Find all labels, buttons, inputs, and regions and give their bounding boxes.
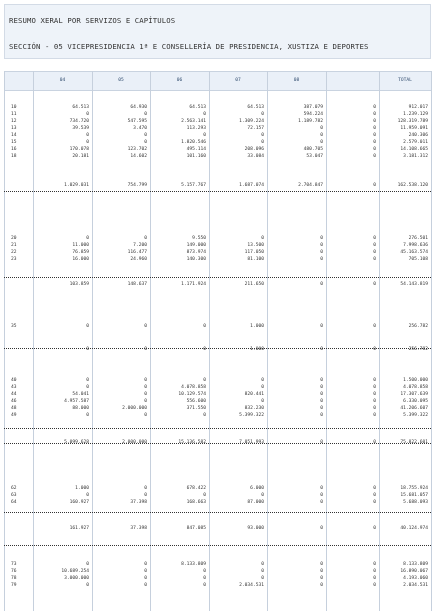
- cell-value: 256.782: [408, 324, 428, 329]
- table-row: [4, 118, 431, 125]
- cell-value: 81.100: [247, 257, 264, 262]
- cell-value: 0: [144, 140, 147, 145]
- subtotal-row: [4, 346, 431, 353]
- table-row: [4, 499, 431, 506]
- cell-value: 2.579.011: [403, 140, 428, 145]
- cell-value: 0: [203, 493, 206, 498]
- cell-value: 0: [144, 112, 147, 117]
- column-header-07: 07: [235, 78, 241, 83]
- cell-value: 5.688.093: [403, 500, 428, 505]
- cell-value: 0: [320, 236, 323, 241]
- row-code: 16: [11, 147, 17, 152]
- cell-value: 8.133.809: [403, 562, 428, 567]
- cell-value: 0: [320, 493, 323, 498]
- cell-value: 4.078.858: [403, 385, 428, 390]
- cell-value: 37.398: [130, 500, 147, 505]
- cell-value: 11.959.091: [400, 126, 428, 131]
- row-code: 63: [11, 493, 17, 498]
- cell-value: 9.550: [192, 236, 206, 241]
- cell-value: 0: [373, 147, 376, 152]
- cell-value: 0: [86, 562, 89, 567]
- column-divider: [431, 71, 432, 611]
- cell-value: 0: [373, 440, 376, 445]
- column-header-06: 06: [176, 78, 183, 83]
- table-row: [4, 405, 431, 412]
- cell-value: 1.000: [250, 324, 264, 329]
- cell-value: 0: [86, 583, 89, 588]
- cell-value: 1.171.924: [181, 282, 206, 287]
- cell-value: 72.157: [247, 126, 264, 131]
- cell-value: 495.114: [186, 147, 206, 152]
- cell-value: 4.193.060: [403, 576, 428, 581]
- cell-value: 160.927: [69, 500, 89, 505]
- cell-value: 162.538.120: [397, 183, 428, 188]
- cell-value: 678.422: [186, 486, 206, 491]
- cell-value: 0: [86, 493, 89, 498]
- table-row: [4, 235, 431, 242]
- cell-value: 2.000.000: [122, 440, 147, 445]
- cell-value: 0: [320, 486, 323, 491]
- table-row: [4, 146, 431, 153]
- cell-value: 0: [373, 399, 376, 404]
- cell-value: 17.307.639: [400, 392, 428, 397]
- table-row: [4, 582, 431, 589]
- cell-value: 4.957.587: [64, 399, 89, 404]
- cell-value: 149.000: [186, 243, 206, 248]
- row-code: 46: [11, 399, 17, 404]
- cell-value: 0: [203, 378, 206, 383]
- cell-value: 0: [144, 324, 147, 329]
- cell-value: 0: [320, 126, 323, 131]
- cell-value: 0: [320, 413, 323, 418]
- cell-value: 0: [320, 243, 323, 248]
- cell-value: 0: [373, 493, 376, 498]
- cell-value: 480.705: [303, 147, 323, 152]
- table-row: [4, 377, 431, 384]
- table-row: [4, 384, 431, 391]
- cell-value: 0: [320, 406, 323, 411]
- cell-value: 873.974: [186, 250, 206, 255]
- cell-value: 0: [86, 112, 89, 117]
- row-code: 22: [11, 250, 17, 255]
- row-code: 48: [11, 406, 17, 411]
- table-row: [4, 485, 431, 492]
- cell-value: 0: [144, 236, 147, 241]
- row-code: 76: [11, 569, 17, 574]
- cell-value: 0: [320, 385, 323, 390]
- cell-value: 8.133.809: [181, 562, 206, 567]
- cell-value: 208.096: [244, 147, 264, 152]
- cell-value: 371.550: [186, 406, 206, 411]
- cell-value: 0: [261, 576, 264, 581]
- cell-value: 0: [86, 413, 89, 418]
- cell-value: 0: [373, 119, 376, 124]
- cell-value: 0: [203, 133, 206, 138]
- subtotal-row: [4, 182, 431, 189]
- cell-value: 3.470: [133, 126, 147, 131]
- row-code: 18: [11, 154, 17, 159]
- cell-value: 0: [320, 440, 323, 445]
- cell-value: 6.000: [250, 486, 264, 491]
- cell-value: 0: [320, 347, 323, 352]
- cell-value: 0: [203, 576, 206, 581]
- table-row: [4, 139, 431, 146]
- cell-value: 1.189.782: [298, 119, 323, 124]
- cell-value: 0: [144, 562, 147, 567]
- cell-value: 0: [144, 378, 147, 383]
- cell-value: 0: [320, 392, 323, 397]
- cell-value: 0: [144, 385, 147, 390]
- cell-value: 1.309.224: [239, 119, 264, 124]
- cell-value: 0: [373, 576, 376, 581]
- cell-value: 0: [144, 392, 147, 397]
- cell-value: 0: [261, 236, 264, 241]
- cell-value: 0: [86, 133, 89, 138]
- row-code: 20: [11, 236, 17, 241]
- cell-value: 6.330.095: [403, 399, 428, 404]
- cell-value: 3.000.000: [64, 576, 89, 581]
- row-code: 15: [11, 140, 17, 145]
- cell-value: 0: [373, 112, 376, 117]
- cell-value: 4.078.858: [181, 385, 206, 390]
- row-code: 13: [11, 126, 17, 131]
- cell-value: 276.501: [408, 236, 428, 241]
- cell-value: 0: [261, 385, 264, 390]
- cell-value: 64.513: [72, 105, 89, 110]
- cell-value: 2.563.141: [181, 119, 206, 124]
- cell-value: 0: [86, 378, 89, 383]
- report-header: [4, 4, 431, 59]
- cell-value: 0: [320, 526, 323, 531]
- cell-value: 0: [373, 413, 376, 418]
- cell-value: 0: [320, 133, 323, 138]
- row-code: 62: [11, 486, 17, 491]
- cell-value: 0: [203, 324, 206, 329]
- cell-value: 0: [373, 250, 376, 255]
- cell-value: 1.687.074: [239, 183, 264, 188]
- cell-value: 0: [373, 347, 376, 352]
- table-row: [4, 412, 431, 419]
- row-code: 44: [11, 392, 17, 397]
- subtotal-row: [4, 281, 431, 288]
- cell-value: 0: [261, 140, 264, 145]
- dotted-separator: [4, 545, 431, 546]
- cell-value: 15.136.582: [178, 440, 206, 445]
- cell-value: 20.181: [72, 154, 89, 159]
- cell-value: 5.399.322: [239, 413, 264, 418]
- cell-value: 0: [373, 133, 376, 138]
- cell-value: 128.319.789: [397, 119, 428, 124]
- cell-value: 0: [320, 250, 323, 255]
- cell-value: 0: [144, 486, 147, 491]
- cell-value: 14.108.665: [400, 147, 428, 152]
- cell-value: 123.702: [127, 147, 147, 152]
- table-row: [4, 249, 431, 256]
- row-code: 78: [11, 576, 17, 581]
- cell-value: 10.129.574: [178, 392, 206, 397]
- cell-value: 0: [373, 378, 376, 383]
- cell-value: 54.143.819: [400, 282, 428, 287]
- cell-value: 0: [373, 500, 376, 505]
- row-code: 11: [11, 112, 17, 117]
- cell-value: 0: [373, 183, 376, 188]
- table-row: [4, 561, 431, 568]
- table-row: [4, 575, 431, 582]
- cell-value: 64.513: [189, 105, 206, 110]
- cell-value: 0: [320, 576, 323, 581]
- dotted-separator: [4, 277, 431, 278]
- cell-value: 0: [86, 385, 89, 390]
- table-row: [4, 492, 431, 499]
- cell-value: 13.500: [247, 243, 264, 248]
- table-row: [4, 125, 431, 132]
- cell-value: 41.206.607: [400, 406, 428, 411]
- cell-value: 847.085: [186, 526, 206, 531]
- table-row: [4, 398, 431, 405]
- cell-value: 387.079: [303, 105, 323, 110]
- cell-value: 15.681.057: [400, 493, 428, 498]
- cell-value: 556.600: [186, 399, 206, 404]
- table-row: [4, 132, 431, 139]
- cell-value: 93.000: [247, 526, 264, 531]
- cell-value: 54.041: [72, 392, 89, 397]
- cell-value: 2.034.531: [403, 583, 428, 588]
- cell-value: 161.927: [69, 526, 89, 531]
- cell-value: 0: [320, 324, 323, 329]
- cell-value: 170.078: [69, 147, 89, 152]
- cell-value: 140.300: [186, 257, 206, 262]
- cell-value: 168.663: [186, 500, 206, 505]
- cell-value: 1.820.546: [181, 140, 206, 145]
- cell-value: 5.399.322: [403, 413, 428, 418]
- cell-value: 87.000: [247, 500, 264, 505]
- cell-value: 0: [320, 140, 323, 145]
- subtotal-row: [4, 525, 431, 532]
- cell-value: 832.230: [244, 406, 264, 411]
- cell-value: 37.398: [130, 526, 147, 531]
- cell-value: 116.477: [127, 250, 147, 255]
- cell-value: 0: [373, 154, 376, 159]
- cell-value: 0: [373, 583, 376, 588]
- cell-value: 0: [373, 324, 376, 329]
- row-code: 10: [11, 105, 17, 110]
- cell-value: 0: [261, 133, 264, 138]
- cell-value: 7.200: [133, 243, 147, 248]
- cell-value: 39.539: [72, 126, 89, 131]
- table-row: [4, 242, 431, 249]
- cell-value: 0: [144, 576, 147, 581]
- cell-value: 1.239.129: [403, 112, 428, 117]
- cell-value: 2.034.531: [239, 583, 264, 588]
- dotted-separator: [4, 191, 431, 192]
- cell-value: 5.157.767: [181, 183, 206, 188]
- cell-value: 0: [86, 236, 89, 241]
- cell-value: 0: [261, 112, 264, 117]
- cell-value: 0: [261, 569, 264, 574]
- cell-value: 88.000: [72, 406, 89, 411]
- cell-value: 256.782: [408, 347, 428, 352]
- table-row: [4, 104, 431, 111]
- cell-value: 0: [320, 378, 323, 383]
- cell-value: 0: [373, 526, 376, 531]
- column-header-total: TOTAL: [398, 78, 412, 83]
- cell-value: 547.595: [127, 119, 147, 124]
- cell-value: 14.602: [130, 154, 147, 159]
- cell-value: 0: [373, 406, 376, 411]
- cell-value: 240.306: [408, 133, 428, 138]
- cell-value: 0: [373, 385, 376, 390]
- cell-value: 0: [373, 140, 376, 145]
- table-row: [4, 256, 431, 263]
- cell-value: 2.000.000: [122, 406, 147, 411]
- cell-value: 16.890.067: [400, 569, 428, 574]
- cell-value: 0: [261, 562, 264, 567]
- row-code: 79: [11, 583, 17, 588]
- cell-value: 0: [203, 347, 206, 352]
- cell-value: 0: [373, 569, 376, 574]
- cell-value: 101.160: [186, 154, 206, 159]
- row-code: 12: [11, 119, 17, 124]
- row-code: 23: [11, 257, 17, 262]
- section-title: SECCIÓN - 05 VICEPRESIDENCIA 1ª E CONSELLERÍA DE PRESIDENCIA, XUSTIZA E DEPORTES: [9, 42, 369, 51]
- table-row: [4, 153, 431, 160]
- cell-value: 0: [144, 583, 147, 588]
- dotted-separator: [4, 428, 431, 429]
- cell-value: 113.293: [186, 126, 206, 131]
- summary-table: [4, 71, 431, 611]
- cell-value: 10.689.254: [61, 569, 89, 574]
- cell-value: 0: [373, 392, 376, 397]
- cell-value: 64.930: [130, 105, 147, 110]
- cell-value: 0: [144, 493, 147, 498]
- cell-value: 1.029.031: [64, 183, 89, 188]
- cell-value: 0: [373, 236, 376, 241]
- row-code: 43: [11, 385, 17, 390]
- cell-value: 211.650: [244, 282, 264, 287]
- cell-value: 0: [373, 126, 376, 131]
- cell-value: 0: [86, 140, 89, 145]
- cell-value: 912.017: [408, 105, 428, 110]
- cell-value: 40.124.974: [400, 526, 428, 531]
- row-code: 21: [11, 243, 17, 248]
- cell-value: 7.051.993: [239, 440, 264, 445]
- cell-value: 117.050: [244, 250, 264, 255]
- table-row: [4, 111, 431, 118]
- dotted-separator: [4, 512, 431, 513]
- row-code: 14: [11, 133, 17, 138]
- cell-value: 64.513: [247, 105, 264, 110]
- cell-value: 0: [373, 486, 376, 491]
- cell-value: 1.000: [75, 486, 89, 491]
- cell-value: 0: [320, 569, 323, 574]
- cell-value: 0: [261, 493, 264, 498]
- cell-value: 7.998.636: [403, 243, 428, 248]
- column-header-08: 08: [293, 78, 300, 83]
- cell-value: 0: [320, 282, 323, 287]
- cell-value: 0: [144, 347, 147, 352]
- cell-value: 0: [144, 133, 147, 138]
- cell-value: 1.500.000: [403, 378, 428, 383]
- cell-value: 0: [320, 562, 323, 567]
- cell-value: 0: [320, 500, 323, 505]
- cell-value: 33.084: [247, 154, 264, 159]
- cell-value: 0: [373, 282, 376, 287]
- cell-value: 734.720: [69, 119, 89, 124]
- row-code: 64: [11, 500, 17, 505]
- cell-value: 75.822.601: [400, 440, 428, 445]
- subtotal-row: [4, 439, 431, 446]
- cell-value: 0: [261, 399, 264, 404]
- cell-value: 0: [144, 413, 147, 418]
- cell-value: 0: [261, 378, 264, 383]
- table-row: [4, 391, 431, 398]
- row-code: 40: [11, 378, 17, 383]
- row-code: 35: [11, 324, 17, 329]
- cell-value: 0: [373, 105, 376, 110]
- cell-value: 0: [373, 243, 376, 248]
- cell-value: 16.000: [72, 257, 89, 262]
- table-row: [4, 323, 431, 330]
- cell-value: 0: [373, 257, 376, 262]
- cell-value: 76.859: [72, 250, 89, 255]
- cell-value: 0: [144, 399, 147, 404]
- cell-value: 11.000: [72, 243, 89, 248]
- cell-value: 0: [373, 562, 376, 567]
- cell-value: 0: [144, 569, 147, 574]
- cell-value: 1.000: [250, 347, 264, 352]
- column-header-05: 05: [118, 78, 124, 83]
- cell-value: 0: [203, 413, 206, 418]
- cell-value: 754.799: [127, 183, 147, 188]
- cell-value: 53.047: [306, 154, 323, 159]
- cell-value: 0: [320, 257, 323, 262]
- cell-value: 148.637: [127, 282, 147, 287]
- cell-value: 705.108: [408, 257, 428, 262]
- cell-value: 2.704.847: [298, 183, 323, 188]
- cell-value: 0: [203, 569, 206, 574]
- cell-value: 0: [86, 324, 89, 329]
- cell-value: 0: [320, 583, 323, 588]
- cell-value: 0: [203, 112, 206, 117]
- cell-value: 594.224: [303, 112, 323, 117]
- column-header-04: 04: [59, 78, 66, 83]
- row-code: 49: [11, 413, 17, 418]
- cell-value: 0: [86, 347, 89, 352]
- table-row: [4, 568, 431, 575]
- cell-value: 0: [203, 583, 206, 588]
- cell-value: 24.960: [130, 257, 147, 262]
- row-code: 73: [11, 562, 17, 567]
- cell-value: 45.163.574: [400, 250, 428, 255]
- cell-value: 5.099.628: [64, 440, 89, 445]
- cell-value: 820.441: [244, 392, 264, 397]
- cell-value: 18.755.924: [400, 486, 428, 491]
- cell-value: 3.181.312: [403, 154, 428, 159]
- report-title: RESUMO XERAL POR SERVIZOS E CAPÍTULOS: [9, 16, 176, 25]
- cell-value: 0: [320, 399, 323, 404]
- cell-value: 103.859: [69, 282, 89, 287]
